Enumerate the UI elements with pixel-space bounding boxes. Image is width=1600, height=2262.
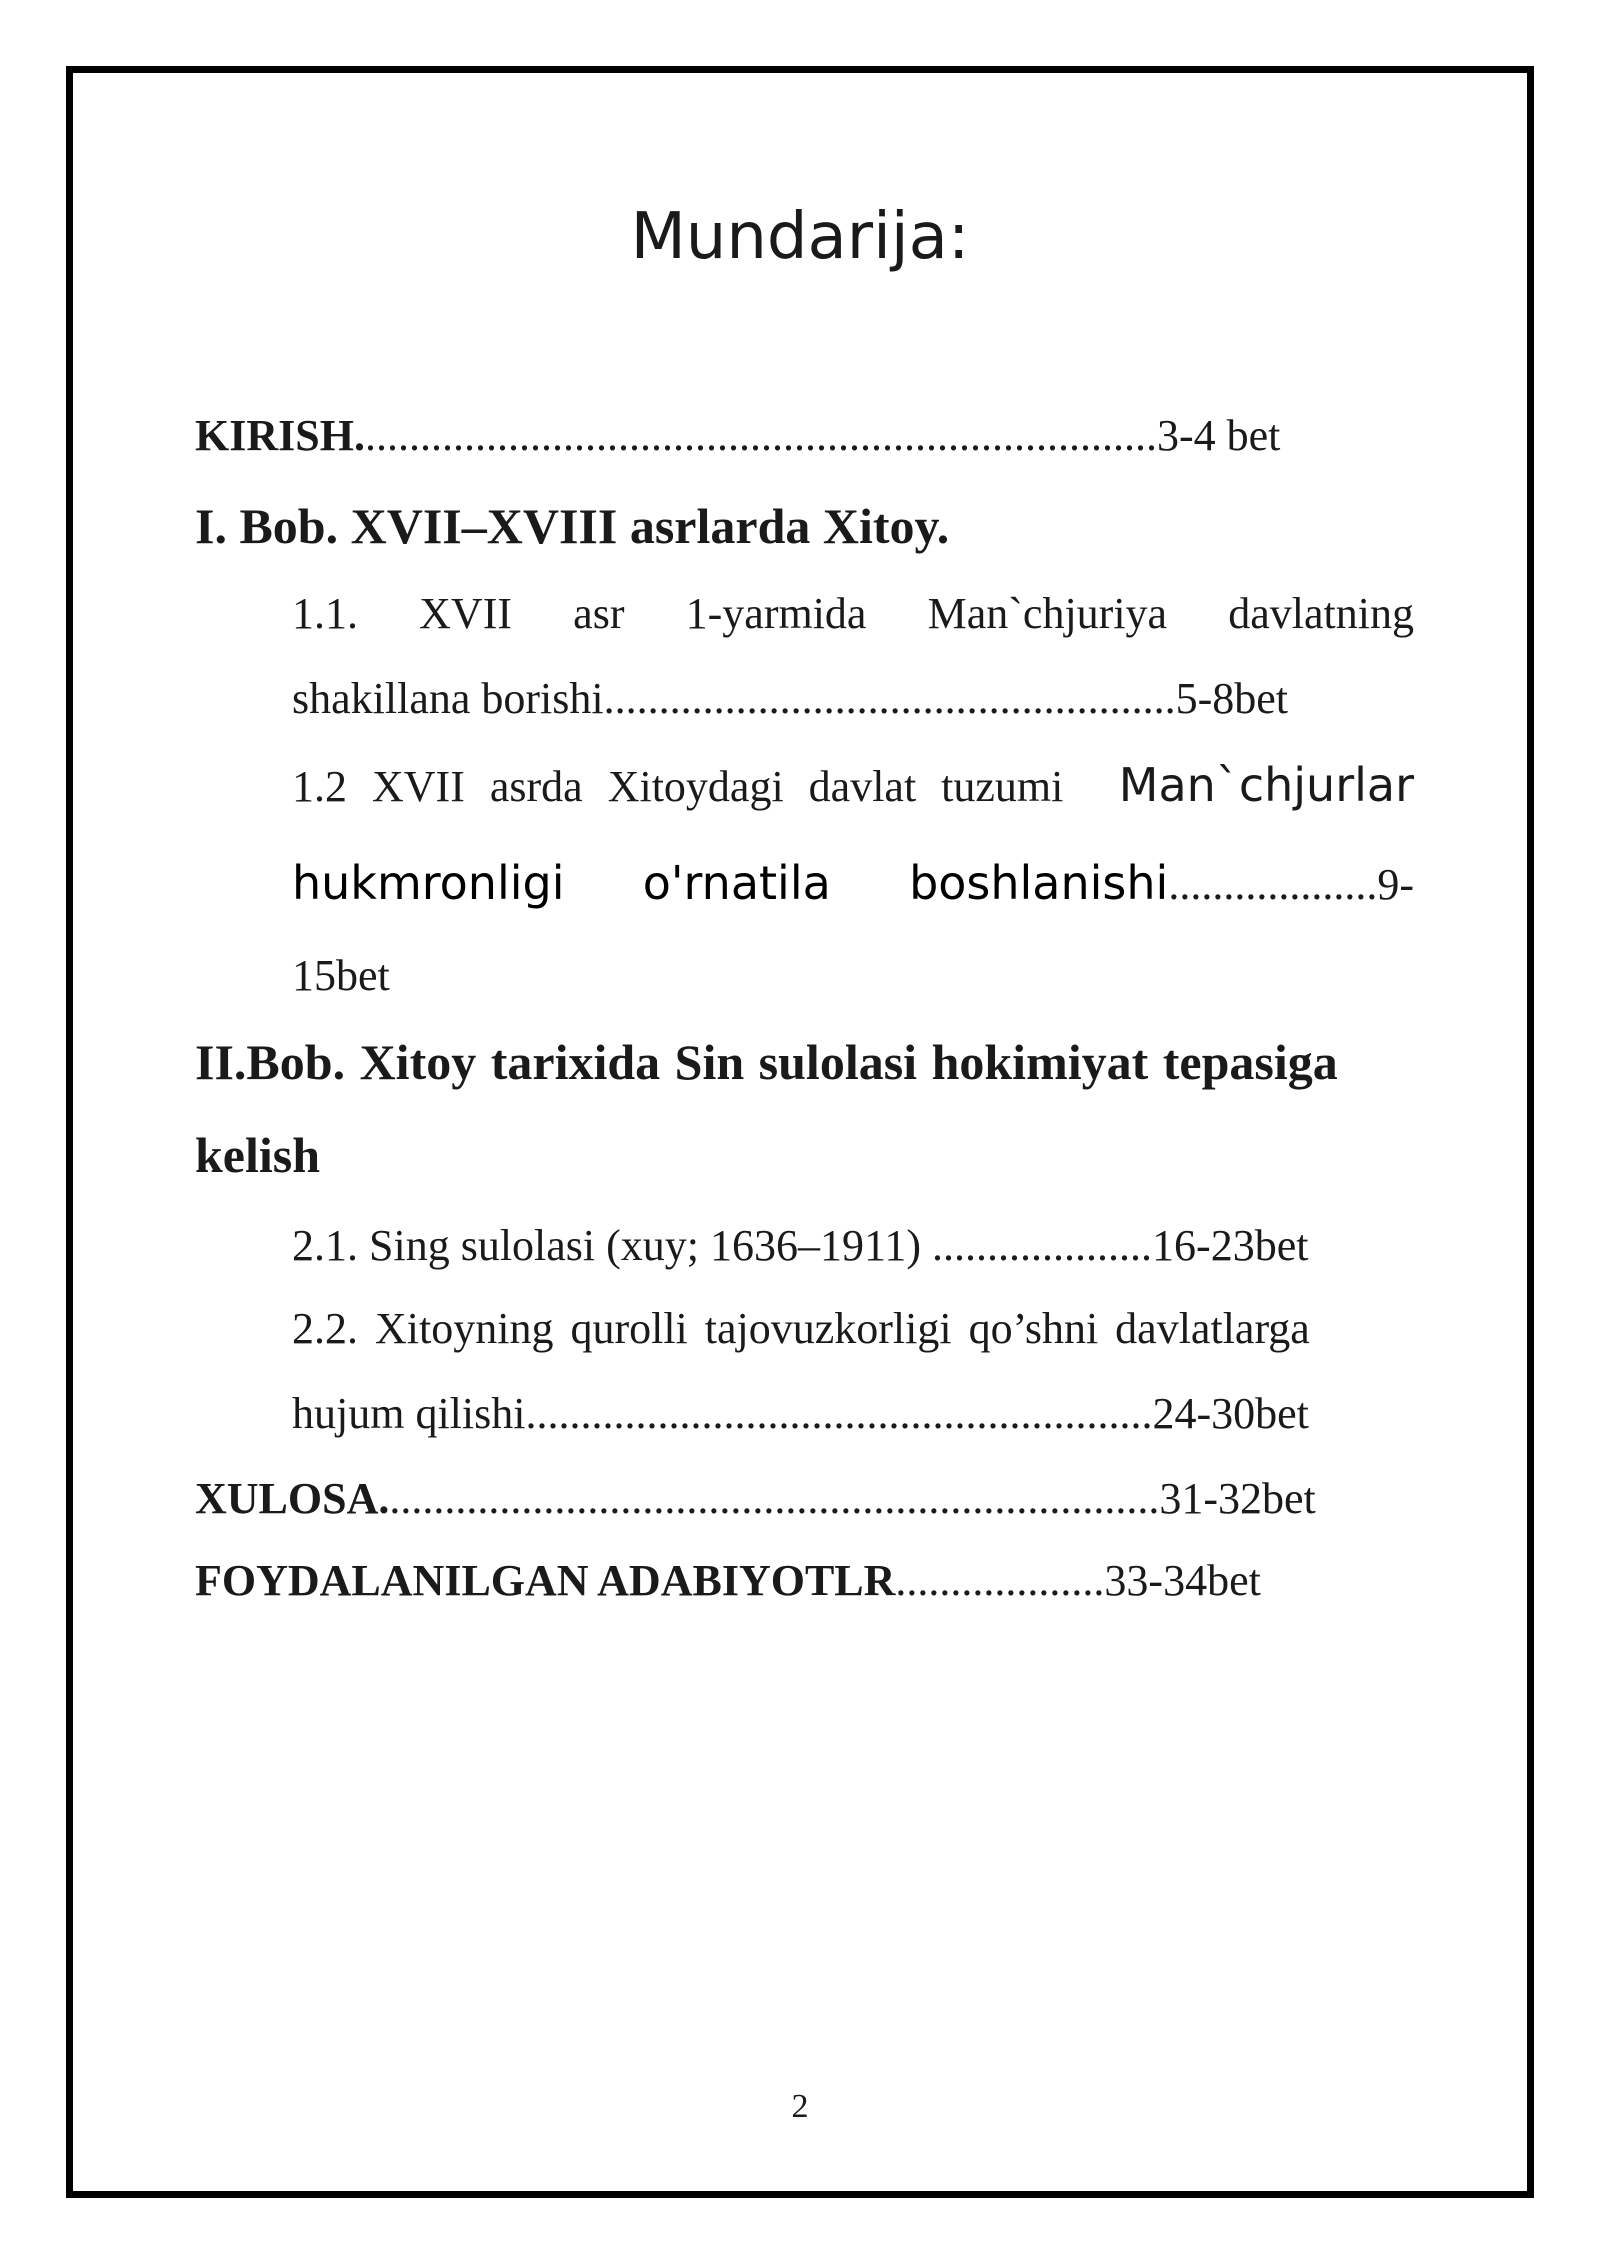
toc-chapter-2-line2[interactable]: kelish bbox=[195, 1127, 321, 1183]
toc-word: 1.1. bbox=[292, 589, 358, 638]
toc-word: boshlanishi bbox=[909, 856, 1169, 910]
toc-label-sans: Man`chjurlar bbox=[1118, 758, 1414, 812]
toc-leader: .................... bbox=[932, 1221, 1153, 1270]
toc-entry-adabiyotlar[interactable] bbox=[195, 1555, 1261, 1606]
toc-word: davlatning bbox=[1228, 589, 1414, 638]
toc-word: asr bbox=[573, 589, 625, 638]
toc-word: XVII bbox=[419, 589, 513, 638]
toc-leader: ...................................................................... bbox=[389, 1474, 1160, 1523]
toc-label: 1.2 XVII asrda Xitoydagi davlat tuzumi bbox=[292, 762, 1064, 811]
toc-pages: 24-30bet bbox=[1152, 1389, 1309, 1438]
toc-leader: ................... bbox=[895, 1556, 1105, 1605]
toc-section-1-2-line2[interactable] bbox=[292, 856, 1414, 910]
toc-label: FOYDALANILGAN ADABIYOTLR bbox=[195, 1556, 896, 1605]
toc-word: hukmronligi bbox=[292, 856, 565, 910]
toc-label: XULOSA. bbox=[195, 1474, 390, 1523]
toc-pages: 9- bbox=[1377, 860, 1414, 909]
toc-leader: ................... bbox=[1168, 860, 1378, 909]
toc-section-1-2-line1[interactable] bbox=[292, 758, 1414, 812]
page-title: Mundarija: bbox=[630, 200, 970, 274]
toc-section-2-2-line1[interactable] bbox=[292, 1303, 1414, 1354]
toc-leader: ........................................................................ bbox=[364, 411, 1157, 460]
toc-word: Man`chjuriya bbox=[927, 589, 1168, 638]
toc-label: II.Bob. Xitoy tarixida Sin sulolasi hokimiyat tepasiga bbox=[195, 1034, 1338, 1090]
toc-leader: .................................................... bbox=[603, 674, 1176, 723]
toc-label: hujum qilishi bbox=[292, 1389, 526, 1438]
toc-label: KIRISH. bbox=[195, 411, 365, 460]
toc-pages: 5-8bet bbox=[1175, 674, 1289, 723]
toc-label: 2.1. Sing sulolasi (xuy; 1636–1911) bbox=[292, 1221, 933, 1270]
toc-pages: 33-34bet bbox=[1104, 1556, 1261, 1605]
toc-section-1-1-line2[interactable] bbox=[292, 673, 1288, 724]
toc-section-2-2-line2[interactable] bbox=[292, 1388, 1309, 1439]
toc-entry-xulosa[interactable] bbox=[195, 1473, 1316, 1524]
toc-word: o'rnatila bbox=[642, 856, 831, 910]
toc-section-1-2-line3[interactable]: 15bet bbox=[292, 951, 390, 1000]
toc-label: shakillana borishi bbox=[292, 674, 604, 723]
toc-leader: ......................................................... bbox=[525, 1389, 1153, 1438]
toc-section-2-1[interactable] bbox=[292, 1220, 1308, 1271]
toc-entry-kirish[interactable] bbox=[195, 410, 1280, 461]
toc-pages: 16-23bet bbox=[1152, 1221, 1309, 1270]
toc-word: 1-yarmida bbox=[685, 589, 867, 638]
toc-chapter-1[interactable]: I. Bob. XVII–XVIII asrlarda Xitoy. bbox=[195, 498, 950, 554]
toc-pages: 3-4 bet bbox=[1156, 411, 1281, 460]
toc-section-1-1-line1[interactable] bbox=[292, 588, 1414, 639]
toc-label: 2.2. Xitoyning qurolli tajovuzkorligi qo’shni davlatlarga bbox=[292, 1304, 1310, 1353]
toc-pages: 31-32bet bbox=[1159, 1474, 1316, 1523]
toc-chapter-2-line1[interactable] bbox=[195, 1033, 1415, 1091]
page-number: 2 bbox=[791, 2088, 809, 2125]
